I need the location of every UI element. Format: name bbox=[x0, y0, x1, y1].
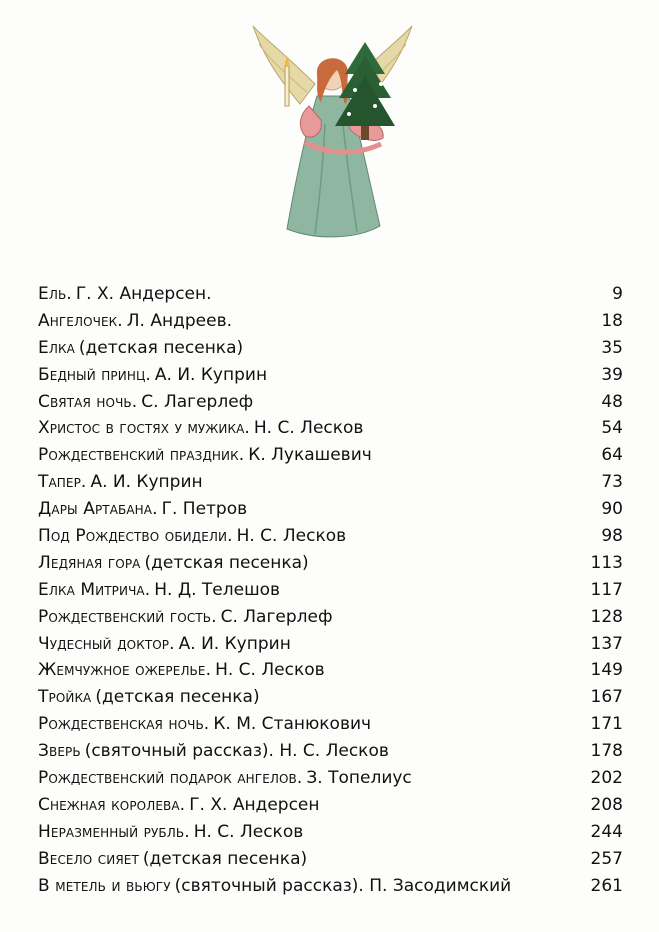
toc-entry[interactable] bbox=[38, 792, 623, 819]
toc-entry-page-number: 244 bbox=[590, 821, 623, 842]
toc-entry-text bbox=[38, 308, 232, 335]
toc-entry[interactable] bbox=[38, 550, 623, 577]
toc-entry-text bbox=[38, 631, 291, 658]
toc-entry[interactable] bbox=[38, 496, 623, 523]
toc-entry-page-number: 261 bbox=[590, 875, 623, 896]
toc-entry-text bbox=[38, 684, 260, 711]
toc-entry-title: Рождественский подарок ангелов. bbox=[38, 768, 303, 789]
toc-entry[interactable] bbox=[38, 604, 623, 631]
toc-entry-text bbox=[38, 711, 371, 738]
toc-entry-page-number: 35 bbox=[601, 337, 623, 358]
toc-entry[interactable] bbox=[38, 577, 623, 604]
toc-entry-title: Ледяная гора bbox=[38, 552, 141, 573]
toc-entry-author: А. И. Куприн bbox=[154, 364, 268, 385]
toc-entry-author: (детская песенка) bbox=[144, 552, 309, 573]
toc-entry-page-number: 90 bbox=[601, 499, 623, 520]
toc-entry[interactable] bbox=[38, 684, 623, 711]
toc-entry[interactable] bbox=[38, 631, 623, 658]
toc-entry[interactable] bbox=[38, 362, 623, 389]
toc-entry-title: Бедный принц. bbox=[38, 364, 151, 385]
toc-entry-title: Дары Артабана. bbox=[38, 499, 158, 520]
toc-entry-author: (детская песенка) bbox=[78, 337, 244, 358]
toc-entry[interactable] bbox=[38, 711, 623, 738]
toc-entry[interactable] bbox=[38, 873, 623, 900]
toc-entry-page-number: 128 bbox=[590, 606, 623, 627]
toc-entry-page-number: 167 bbox=[590, 687, 623, 708]
toc-entry-title: Жемчужное ожерелье. bbox=[38, 660, 212, 681]
toc-entry-author: А. И. Куприн bbox=[90, 472, 203, 493]
toc-entry-author: (святочный рассказ). Н. С. Лесков bbox=[84, 741, 389, 762]
toc-entry-text bbox=[38, 792, 320, 819]
toc-entry-title: Неразменный рубль. bbox=[38, 821, 190, 842]
table-of-contents bbox=[38, 281, 623, 899]
toc-entry-title: Ель. bbox=[38, 284, 72, 304]
toc-entry-text bbox=[38, 362, 267, 389]
toc-entry-author: З. Топелиус bbox=[306, 768, 412, 789]
toc-entry-title: Рождественская ночь. bbox=[38, 714, 210, 735]
toc-entry-author: А. И. Куприн bbox=[178, 633, 291, 654]
toc-entry-author: (детская песенка) bbox=[95, 687, 260, 708]
toc-entry[interactable] bbox=[38, 281, 623, 308]
toc-entry-author: Н. С. Лесков bbox=[193, 821, 304, 842]
toc-entry-title: Рождественский гость. bbox=[38, 606, 217, 627]
toc-entry-text bbox=[38, 577, 280, 604]
toc-entry-page-number: 98 bbox=[601, 526, 623, 547]
toc-entry[interactable] bbox=[38, 523, 623, 550]
toc-entry-title: Рождественский праздник. bbox=[38, 445, 245, 466]
toc-entry-text bbox=[38, 469, 203, 496]
toc-entry-text bbox=[38, 335, 243, 362]
toc-entry-author: Н. Д. Телешов bbox=[154, 579, 281, 600]
toc-entry-title: Христос в гостях у мужика. bbox=[38, 418, 250, 439]
toc-entry-author: Г. Х. Андерсен. bbox=[75, 284, 212, 304]
toc-entry-title: В метель и вьюгу bbox=[38, 875, 171, 896]
toc-entry-title: Снежная королева. bbox=[38, 794, 186, 815]
toc-entry-text bbox=[38, 604, 333, 631]
toc-entry-page-number: 149 bbox=[590, 660, 623, 681]
toc-entry[interactable] bbox=[38, 469, 623, 496]
toc-entry[interactable] bbox=[38, 846, 623, 873]
toc-entry-author: С. Лагерлеф bbox=[141, 391, 254, 412]
toc-entry[interactable] bbox=[38, 765, 623, 792]
toc-entry-page-number: 178 bbox=[590, 741, 623, 762]
toc-entry-title: Святая ночь. bbox=[38, 391, 138, 412]
toc-entry-page-number: 257 bbox=[590, 848, 623, 869]
toc-entry-author: (святочный рассказ). П. Засодимский bbox=[174, 875, 512, 896]
toc-entry-page-number: 9 bbox=[612, 284, 623, 304]
toc-entry-text bbox=[38, 442, 372, 469]
toc-entry-page-number: 48 bbox=[601, 391, 623, 412]
toc-entry-author: (детская песенка) bbox=[142, 848, 308, 869]
toc-entry-text bbox=[38, 523, 346, 550]
toc-entry-page-number: 18 bbox=[601, 310, 623, 331]
toc-entry-author: К. М. Станюкович bbox=[213, 714, 372, 735]
toc-entry-page-number: 54 bbox=[601, 418, 623, 439]
toc-entry-page-number: 202 bbox=[590, 768, 623, 789]
toc-entry-page-number: 113 bbox=[590, 552, 623, 573]
toc-entry-author: К. Лукашевич bbox=[248, 445, 372, 466]
toc-entry-title: Под Рождество обидели. bbox=[38, 526, 233, 547]
toc-entry[interactable] bbox=[38, 308, 623, 335]
toc-entry-text bbox=[38, 765, 412, 792]
toc-entry-page-number: 171 bbox=[590, 714, 623, 735]
toc-entry-title: Весело сияет bbox=[38, 848, 139, 869]
toc-entry-page-number: 137 bbox=[590, 633, 623, 654]
toc-entry-author: Н. С. Лесков bbox=[215, 660, 325, 681]
toc-entry-author: Г. Х. Андерсен bbox=[189, 794, 320, 815]
toc-entry[interactable] bbox=[38, 442, 623, 469]
toc-entry-text bbox=[38, 281, 212, 308]
toc-entry-text bbox=[38, 873, 511, 900]
toc-entry-text bbox=[38, 819, 303, 846]
toc-entry[interactable] bbox=[38, 819, 623, 846]
toc-entry-title: Ангелочек. bbox=[38, 310, 123, 331]
toc-entry-author: Н. С. Лесков bbox=[253, 418, 364, 439]
toc-entry-title: Елка Митрича. bbox=[38, 579, 151, 600]
toc-entry-page-number: 117 bbox=[590, 579, 623, 600]
toc-entry-page-number: 64 bbox=[601, 445, 623, 466]
toc-entry-page-number: 208 bbox=[590, 794, 623, 815]
toc-entry-text bbox=[38, 657, 325, 684]
toc-entry[interactable] bbox=[38, 415, 623, 442]
angel-illustration bbox=[245, 14, 420, 250]
toc-entry-page-number: 39 bbox=[601, 364, 623, 385]
toc-entry[interactable] bbox=[38, 738, 623, 765]
toc-entry[interactable] bbox=[38, 335, 623, 362]
toc-entry-text bbox=[38, 496, 247, 523]
toc-entry-title: Тапер. bbox=[38, 472, 87, 493]
toc-entry-author: Г. Петров bbox=[161, 499, 248, 520]
toc-entry-author: Л. Андреев. bbox=[126, 310, 232, 331]
toc-entry-text bbox=[38, 389, 253, 416]
toc-entry-text bbox=[38, 846, 307, 873]
toc-entry[interactable] bbox=[38, 389, 623, 416]
toc-entry-title: Чудесный доктор. bbox=[38, 633, 175, 654]
toc-entry-title: Тройка bbox=[38, 687, 92, 708]
toc-entry-title: Елка bbox=[38, 337, 75, 358]
toc-entry-author: С. Лагерлеф bbox=[220, 606, 333, 627]
toc-entry-text bbox=[38, 415, 363, 442]
toc-entry-text bbox=[38, 550, 309, 577]
toc-entry-text bbox=[38, 738, 389, 765]
toc-entry-author: Н. С. Лесков bbox=[236, 526, 347, 547]
toc-entry-page-number: 73 bbox=[601, 472, 623, 493]
toc-entry-title: Зверь bbox=[38, 741, 81, 762]
toc-entry[interactable] bbox=[38, 657, 623, 684]
